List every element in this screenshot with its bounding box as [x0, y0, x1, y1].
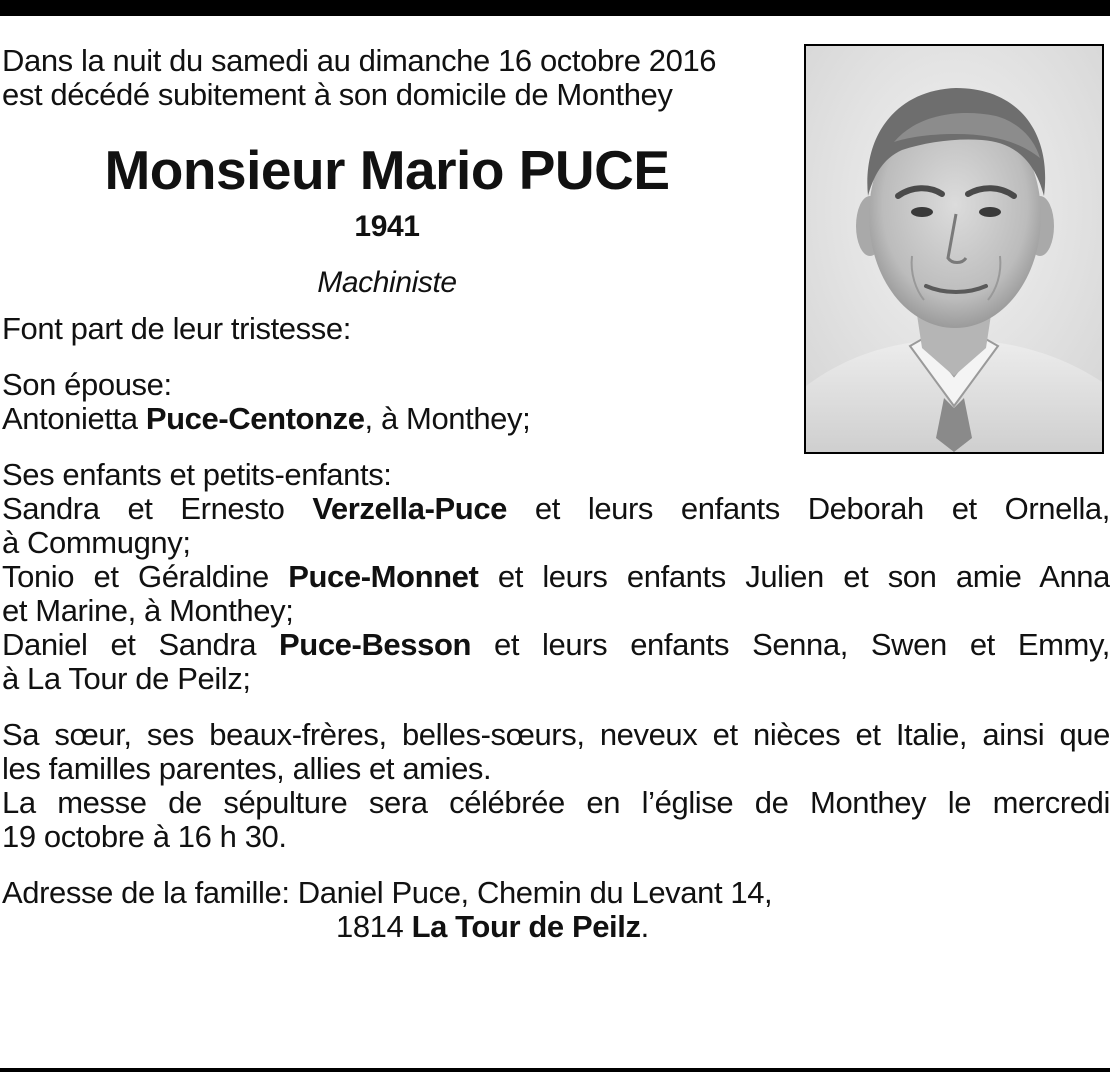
spouse-section — [2, 368, 1110, 436]
child-entry-3-surname: Puce-Besson — [279, 627, 472, 662]
family-section — [2, 718, 1110, 854]
address-line-2 — [2, 910, 1110, 944]
children-section — [2, 458, 1110, 696]
intro-line-1: Dans la nuit du samedi au dimanche 16 octobre 2016 — [2, 43, 717, 78]
child-entry-3-line-2: à La Tour de Peilz; — [2, 661, 251, 696]
obituary-notice — [2, 44, 1110, 944]
address-postcode: 1814 — [336, 909, 412, 944]
child-entry-3-details: et leurs enfants Senna, Swen et Emmy, — [471, 627, 1110, 662]
child-entry-1-names: Sandra et Ernesto — [2, 491, 313, 526]
birth-year: 1941 — [354, 210, 420, 243]
profession: Machiniste — [317, 266, 457, 299]
spouse-location: , à Monthey; — [364, 401, 531, 436]
family-line-2: les familles parentes, allies et amies. — [2, 751, 492, 786]
child-entry-2-line-1 — [2, 560, 1110, 594]
spouse-first-name: Antonietta — [2, 401, 146, 436]
intro-line-2: est décédé subitement à son domicile de Monthey — [2, 77, 673, 112]
child-entry-2-names: Tonio et Géraldine — [2, 559, 289, 594]
top-border-rule — [0, 0, 1110, 16]
child-entry-1-details: et leurs enfants Deborah et Ornella, — [507, 491, 1110, 526]
deceased-name: Monsieur Mario PUCE — [104, 139, 670, 201]
children-heading: Ses enfants et petits-enfants: — [2, 457, 392, 492]
child-entry-2-line-2: et Marine, à Monthey; — [2, 593, 294, 628]
spouse-surname: Puce-Centonze — [145, 401, 365, 436]
child-entry-1-line-1 — [2, 492, 1110, 526]
child-entry-2-details: et leurs enfants Julien et son amie Anna — [478, 559, 1110, 594]
intro-text — [2, 44, 782, 112]
child-entry-3-line-1 — [2, 628, 1110, 662]
address-town: La Tour de Peilz — [411, 909, 641, 944]
address-section — [2, 876, 1110, 944]
announcement: Font part de leur tristesse: — [2, 311, 351, 346]
mass-line-2: 19 octobre à 16 h 30. — [2, 819, 287, 854]
child-entry-2-surname: Puce-Monnet — [288, 559, 479, 594]
bottom-border-rule — [0, 1068, 1110, 1072]
spouse-heading: Son épouse: — [2, 367, 172, 402]
child-entry-1-line-2: à Commugny; — [2, 525, 191, 560]
address-line-1: Adresse de la famille: Daniel Puce, Chemin du Levant 14, — [2, 875, 773, 910]
address-period: . — [640, 909, 649, 944]
family-line-1: Sa sœur, ses beaux-frères, belles-sœurs, neveux et nièces et Italie, ainsi que — [2, 717, 1110, 752]
child-entry-3-names: Daniel et Sandra — [2, 627, 280, 662]
mass-line-1: La messe de sépulture sera célébrée en l’église de Monthey le mercredi — [2, 785, 1110, 820]
child-entry-1-surname: Verzella-Puce — [312, 491, 508, 526]
